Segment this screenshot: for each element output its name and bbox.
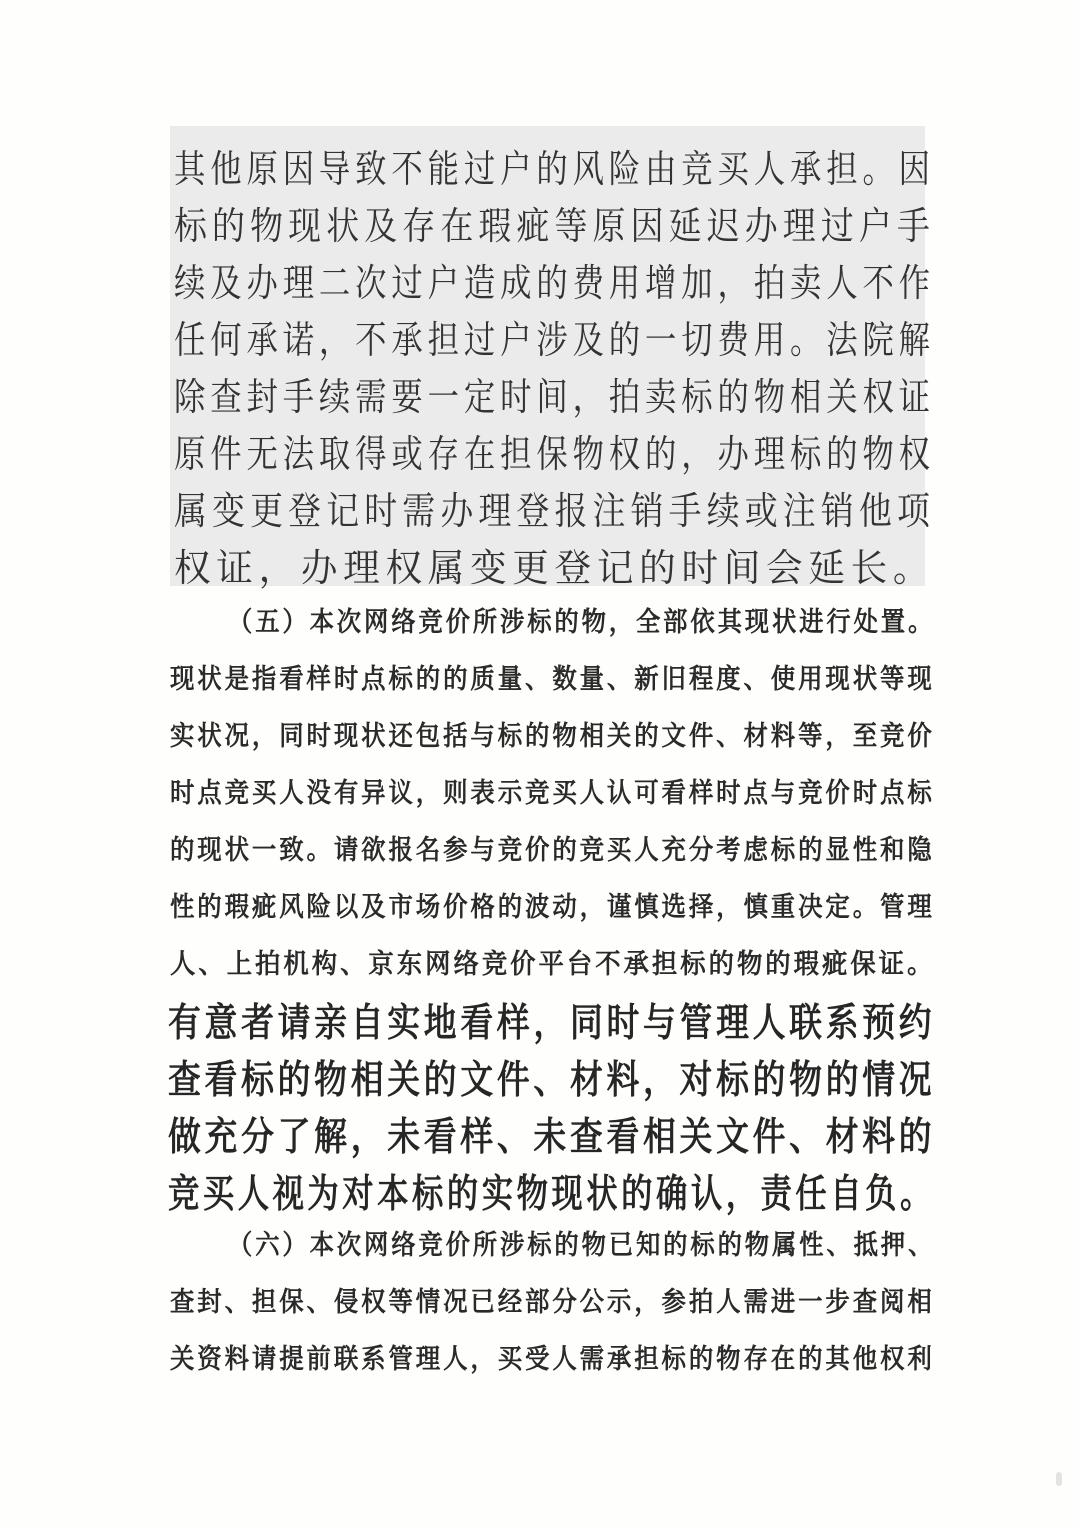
- text-line: 的现状一致。请欲报名参与竞价的竞买人充分考虑标的显性和隐: [170, 835, 935, 866]
- text-line: 原件无法取得或存在担保物权的，办理标的物权: [174, 432, 935, 476]
- text-line: 标的物现状及存在瑕疵等原因延迟办理过户手: [174, 204, 936, 248]
- text-line: （六）本次网络竞价所涉标的物已知的标的物属性、抵押、: [228, 1230, 936, 1261]
- text-line: 任何承诺，不承担过户涉及的一切费用。法院解: [174, 318, 935, 362]
- text-line: 现状是指看样时点标的的质量、数量、新旧程度、使用现状等现: [170, 664, 935, 695]
- text-line: 查看标的物相关的文件、材料，对标的物的情况: [168, 1058, 936, 1103]
- text-line: 做充分了解，未看样、未查看相关文件、材料的: [168, 1115, 936, 1160]
- text-line: 续及办理二次过户造成的费用增加，拍卖人不作: [174, 261, 935, 305]
- text-line: 时点竞买人没有异议，则表示竞买人认可看样时点与竞价时点标: [170, 778, 935, 809]
- text-line: 人、上拍机构、京东网络竞价平台不承担标的物的瑕疵保证。: [170, 949, 936, 980]
- text-line: 除查封手续需要一定时间，拍卖标的物相关权证: [174, 375, 935, 419]
- text-line: 性的瑕疵风险以及市场价格的波动，谨慎选择，慎重决定。管理: [170, 892, 935, 923]
- text-line: 竞买人视为对本标的实物现状的确认，责任自负。: [168, 1172, 935, 1217]
- text-line: 实状况，同时现状还包括与标的物相关的文件、材料等，至竞价: [170, 721, 935, 752]
- text-line: 权证，办理权属变更登记的时间会延长。: [174, 546, 936, 590]
- text-line: （五）本次网络竞价所涉标的物，全部依其现状进行处置。: [228, 607, 936, 638]
- text-line: 有意者请亲自实地看样，同时与管理人联系预约: [168, 1001, 936, 1046]
- text-line: 其他原因导致不能过户的风险由竞买人承担。因: [174, 147, 935, 191]
- text-line: 查封、担保、侵权等情况已经部分公示，参拍人需进一步查阅相: [170, 1287, 935, 1318]
- text-line: 关资料请提前联系管理人，买受人需承担标的物存在的其他权利: [170, 1344, 935, 1375]
- text-line: 属变更登记时需办理登报注销手续或注销他项: [174, 489, 936, 533]
- scan-artifact: [1056, 1472, 1062, 1486]
